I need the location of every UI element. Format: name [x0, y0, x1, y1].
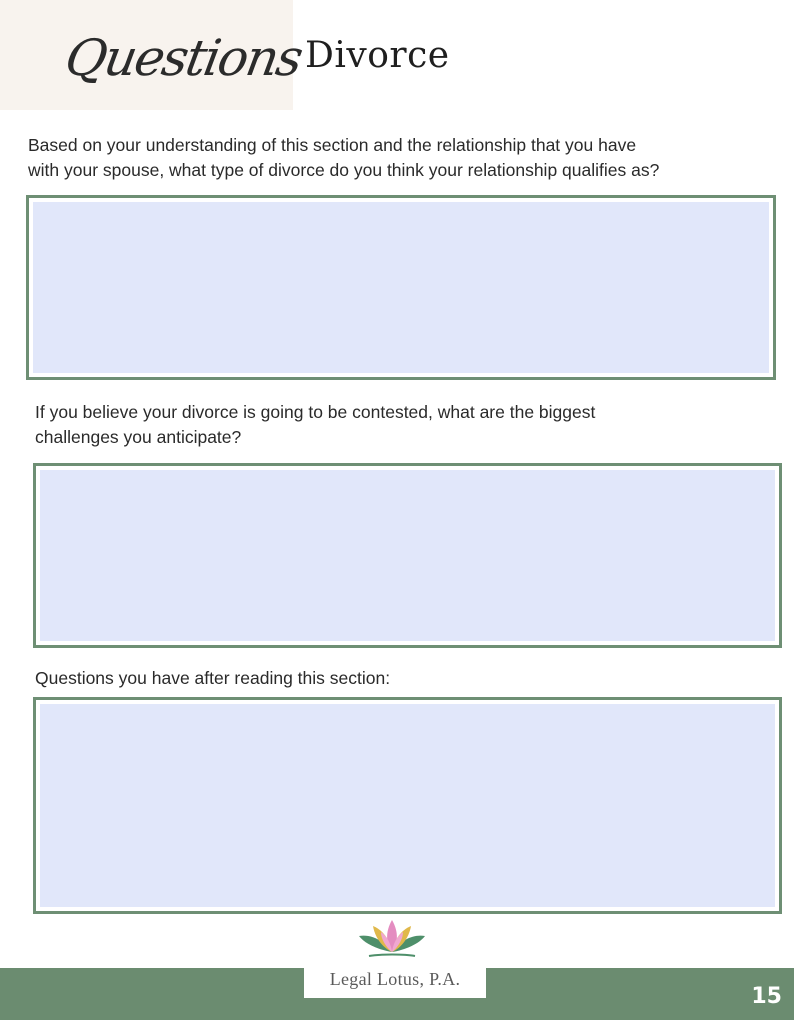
question-1-prompt-line-2: with your spouse, what type of divorce do you think your relationship qualifies as?	[28, 160, 660, 180]
lotus-icon	[357, 918, 427, 960]
page-title: Divorce	[305, 35, 450, 76]
brand-name: Legal Lotus, P.A.	[329, 969, 461, 989]
question-2-answer-field[interactable]	[40, 470, 775, 641]
question-3-answer-frame	[33, 697, 782, 914]
script-title: Questions	[60, 29, 306, 87]
question-3-answer-field[interactable]	[40, 704, 775, 907]
question-2-answer-frame	[33, 463, 782, 648]
question-1-prompt-line-1: Based on your understanding of this section and the relationship that you have	[28, 135, 637, 155]
question-3-prompt-line-1: Questions you have after reading this section:	[35, 668, 391, 688]
question-2-prompt	[35, 400, 595, 450]
question-1-prompt	[28, 133, 659, 183]
question-2-prompt-line-2: challenges you anticipate?	[35, 427, 242, 447]
question-3-prompt	[35, 666, 390, 691]
page-number: 15	[751, 984, 782, 1009]
question-1-answer-field[interactable]	[33, 202, 769, 373]
question-2-prompt-line-1: If you believe your divorce is going to be contested, what are the biggest	[35, 402, 596, 422]
question-1-answer-frame	[26, 195, 776, 380]
